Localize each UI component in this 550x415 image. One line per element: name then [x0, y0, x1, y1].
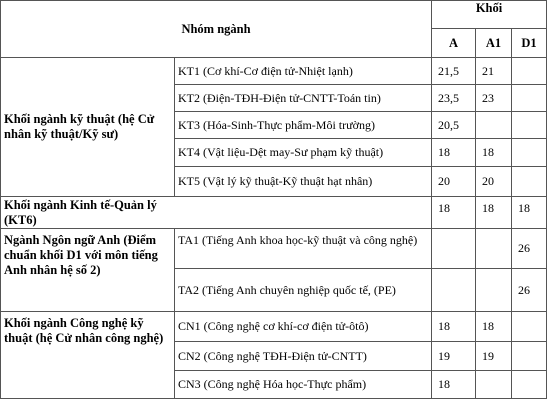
row-kt1-a1: 21 [476, 58, 512, 85]
group-kinhte-spacer [175, 197, 432, 229]
group-ngonngu: Ngành Ngôn ngữ Anh (Điểm chuẩn khối D1 với môn tiếng Anh nhân hệ số 2) [1, 229, 175, 312]
header-col-a: A [432, 29, 476, 58]
row-kt2-a1: 23 [476, 85, 512, 112]
row-kt5-name: KT5 (Vật lý kỹ thuật-Kỹ thuật hạt nhân) [175, 167, 432, 197]
row-kt2-a: 23,5 [432, 85, 476, 112]
row-cn3-a1 [476, 371, 512, 399]
row-cn1-d1 [512, 312, 547, 342]
row-kt1-a: 21,5 [432, 58, 476, 85]
row-cn3-d1 [512, 371, 547, 399]
row-kt2-d1 [512, 85, 547, 112]
row-ta2-d1: 26 [512, 269, 547, 312]
row-kt3-a1 [476, 112, 512, 139]
group-congnghe: Khối ngành Công nghệ kỹ thuật (hệ Cử nhân công nghệ) [1, 312, 175, 399]
row-ta2-name: TA2 (Tiếng Anh chuyên nghiệp quốc tế, (PE) [175, 269, 432, 312]
row-ta1-a [432, 229, 476, 269]
row-kt6-a: 18 [432, 197, 476, 229]
row-kt3-a: 20,5 [432, 112, 476, 139]
row-cn2-a: 19 [432, 342, 476, 371]
group-kythuat: Khối ngành kỹ thuật (hệ Cử nhân kỹ thuật/Kỹ sư) [1, 58, 175, 197]
row-kt5-a: 20 [432, 167, 476, 197]
row-kt5-d1 [512, 167, 547, 197]
group-kinhte: Khối ngành Kinh tế-Quản lý (KT6) [1, 197, 175, 229]
row-ta2-a [432, 269, 476, 312]
header-khoi: Khối [432, 1, 547, 29]
row-cn1-a: 18 [432, 312, 476, 342]
row-kt3-d1 [512, 112, 547, 139]
row-cn2-name: CN2 (Công nghệ TĐH-Điện tử-CNTT) [175, 342, 432, 371]
row-kt4-name: KT4 (Vật liệu-Dệt may-Sư phạm kỹ thuật) [175, 139, 432, 167]
row-kt6-a1: 18 [476, 197, 512, 229]
row-cn1-a1: 18 [476, 312, 512, 342]
header-nhom-nganh: Nhóm ngành [1, 1, 432, 58]
row-kt3-name: KT3 (Hóa-Sinh-Thực phẩm-Môi trường) [175, 112, 432, 139]
row-kt1-d1 [512, 58, 547, 85]
row-cn2-d1 [512, 342, 547, 371]
row-kt6-d1: 18 [512, 197, 547, 229]
row-cn3-a: 18 [432, 371, 476, 399]
row-ta1-a1 [476, 229, 512, 269]
row-kt5-a1: 20 [476, 167, 512, 197]
row-cn1-name: CN1 (Công nghệ cơ khí-cơ điện tử-ôtô) [175, 312, 432, 342]
row-cn3-name: CN3 (Công nghệ Hóa học-Thực phẩm) [175, 371, 432, 399]
row-cn2-a1: 19 [476, 342, 512, 371]
header-col-d1: D1 [512, 29, 547, 58]
row-kt4-a1: 18 [476, 139, 512, 167]
row-kt1-name: KT1 (Cơ khí-Cơ điện tử-Nhiệt lạnh) [175, 58, 432, 85]
row-ta1-d1: 26 [512, 229, 547, 269]
row-kt4-a: 18 [432, 139, 476, 167]
header-col-a1: A1 [476, 29, 512, 58]
row-kt2-name: KT2 (Điện-TĐH-Điện tử-CNTT-Toán tin) [175, 85, 432, 112]
row-ta2-a1 [476, 269, 512, 312]
row-ta1-name: TA1 (Tiếng Anh khoa học-kỹ thuật và công nghệ) [175, 229, 432, 269]
row-kt4-d1 [512, 139, 547, 167]
